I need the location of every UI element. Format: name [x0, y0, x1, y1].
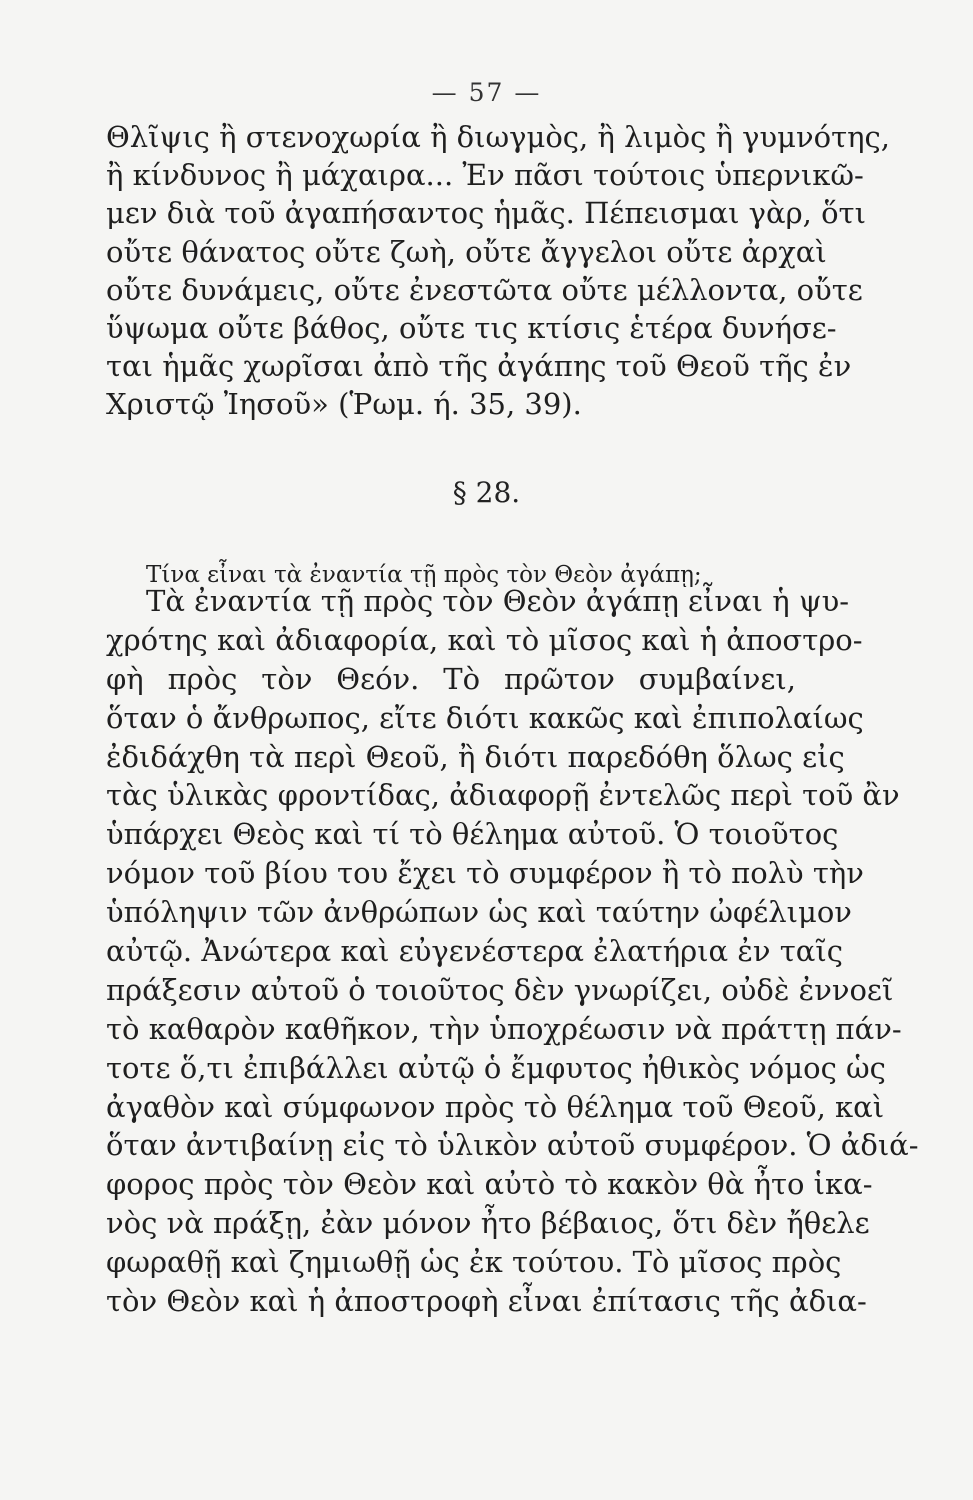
- body-line: Τὰ ἐναντία τῇ πρὸς τὸν Θεὸν ἀγάπῃ εἶναι ἡ ψυ-: [146, 584, 849, 618]
- body-line: τὸν Θεὸν καὶ ἡ ἀποστροφὴ εἶναι ἐπίτασις τῆς ἀδια-: [106, 1284, 867, 1319]
- body-line: φωραθῇ καὶ ζημιωθῇ ὡς ἐκ τούτου. Τὸ μῖσος πρὸς: [106, 1245, 842, 1280]
- body-line: νὸς νὰ πράξῃ, ἐὰν μόνον ἦτο βέβαιος, ὅτι δὲν ἤθελε: [106, 1206, 870, 1241]
- quote-line: οὔτε δυνάμεις, οὔτε ἐνεστῶτα οὔτε μέλλοντα, οὔτε: [106, 272, 863, 307]
- body-line: νόμον τοῦ βίου του ἔχει τὸ συμφέρον ἢ τὸ πολὺ τὴν: [106, 856, 864, 891]
- body-line: ἐδιδάχθη τὰ περὶ Θεοῦ, ἢ διότι παρεδόθη ὅλως εἰς: [106, 739, 845, 774]
- quote-line: μεν διὰ τοῦ ἀγαπήσαντος ἡμᾶς. Πέπεισμαι γὰρ, ὅτι: [106, 196, 866, 231]
- body-line: ὑπάρχει Θεὸς καὶ τί τὸ θέλημα αὐτοῦ. Ὁ τοιοῦτος: [106, 817, 839, 852]
- body-line: φὴ πρὸς τὸν Θεόν. Τὸ πρῶτον συμβαίνει,: [106, 661, 796, 696]
- body-line: ὑπόληψιν τῶν ἀνθρώπων ὡς καὶ ταύτην ὠφέλιμον: [106, 895, 852, 930]
- body-line: ὅταν ἀντιβαίνῃ εἰς τὸ ὑλικὸν αὐτοῦ συμφέρον. Ὁ ἀδιά-: [106, 1128, 919, 1163]
- body-line: πράξεσιν αὐτοῦ ὁ τοιοῦτος δὲν γνωρίζει, οὐδὲ ἐννοεῖ: [106, 972, 894, 1007]
- body-line: τὰς ὑλικὰς φροντίδας, ἀδιαφορῇ ἐντελῶς περὶ τοῦ ἂν: [106, 778, 900, 813]
- quote-line: ὕψωμα οὔτε βάθος, οὔτε τις κτίσις ἑτέρα δυνήσε-: [106, 310, 837, 345]
- quote-line: Θλῖψις ἢ στενοχωρία ἢ διωγμὸς, ἢ λιμὸς ἢ γυμνότης,: [106, 120, 890, 154]
- quote-line: οὔτε θάνατος οὔτε ζωὴ, οὔτε ἄγγελοι οὔτε ἀρχαὶ: [106, 234, 827, 269]
- section-question: Τίνα εἶναι τὰ ἐναντία τῇ πρὸς τὸν Θεὸν ἀγάπῃ;: [146, 562, 702, 588]
- quote-line: Χριστῷ Ἰησοῦ» (Ῥωμ. ή. 35, 39).: [106, 387, 582, 422]
- body-line: τοτε ὅ,τι ἐπιβάλλει αὐτῷ ὁ ἔμφυτος ἠθικὸς νόμος ὡς: [106, 1050, 886, 1085]
- body-line: αὐτῷ. Ἀνώτερα καὶ εὐγενέστερα ἐλατήρια ἐν ταῖς: [106, 934, 843, 969]
- quote-line: ται ἡμᾶς χωρῖσαι ἀπὸ τῆς ἀγάπης τοῦ Θεοῦ τῆς ἐν: [106, 349, 852, 384]
- body-line: φορος πρὸς τὸν Θεὸν καὶ αὐτὸ τὸ κακὸν θὰ ἦτο ἱκα-: [106, 1167, 873, 1202]
- body-line: τὸ καθαρὸν καθῆκον, τὴν ὑποχρέωσιν νὰ πράττῃ πάν-: [106, 1011, 902, 1046]
- page-number: — 57 —: [431, 78, 542, 107]
- answer-body: [106, 582, 919, 1321]
- scripture-quote: [106, 118, 890, 424]
- body-line: χρότης καὶ ἀδιαφορία, καὶ τὸ μῖσος καὶ ἡ ἀποστρο-: [106, 622, 863, 657]
- body-line: ἀγαθὸν καὶ σύμφωνον πρὸς τὸ θέλημα τοῦ Θεοῦ, καὶ: [106, 1089, 885, 1124]
- body-line: ὅταν ὁ ἄνθρωπος, εἴτε διότι κακῶς καὶ ἐπιπολαίως: [106, 700, 864, 735]
- section-heading: § 28.: [452, 476, 521, 509]
- quote-line: ἢ κίνδυνος ἢ μάχαιρα... Ἐν πᾶσι τούτοις ὑπερνικῶ-: [106, 158, 864, 193]
